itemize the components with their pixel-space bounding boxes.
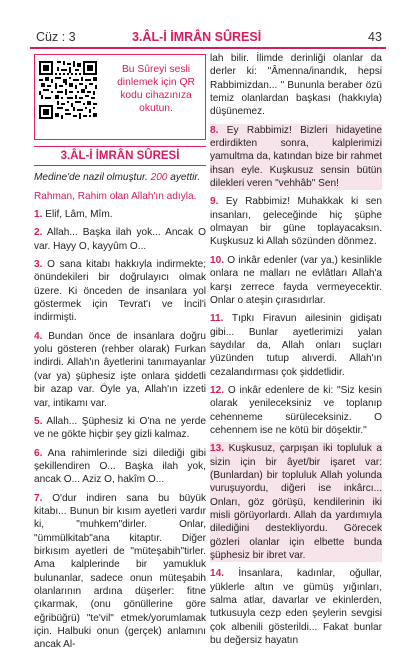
right-column	[210, 52, 382, 652]
verse-text: Allah... Başka ilah yok... Ancak O var. Hayy O, kayyûm O...	[34, 227, 206, 252]
left-column	[34, 52, 206, 657]
verse	[210, 195, 382, 248]
verse-number: 9.	[210, 196, 219, 208]
verse	[34, 258, 206, 325]
verse-number: 2.	[34, 227, 43, 239]
verse	[34, 447, 206, 487]
verse	[210, 384, 382, 437]
header-divider	[30, 47, 386, 49]
surah-running-title: 3.ÂL-İ İMRÂN SÛRESİ	[132, 30, 262, 44]
verse	[210, 124, 382, 191]
verse-number: 7.	[34, 492, 43, 504]
verse-number: 13.	[210, 443, 225, 455]
verse-number: 10.	[210, 254, 225, 266]
verse-text: Allah... Şüphesiz ki O'na ne yerde ve ne gökte hiçbir şey gizli kalmaz.	[34, 415, 206, 441]
verse-text: O sana kitabı hakkıyla indirmekte; önündekileri bir doğrulayıcı olmak üzere. Ki önceden de insanlara yol göstermek için Tevrat'ı ve İncil'i indirmişti.	[34, 259, 206, 324]
verse-number: 6.	[34, 447, 43, 459]
qr-code-icon[interactable]	[39, 61, 97, 119]
qr-instruction: Bu Sûreyi sesli dinlemek için QR kodu cihazınıza okutun.	[117, 64, 195, 114]
verse-text: Ey Rabbimiz! Muhakkak ki sen insanları, geleceğinde hiç şüphe olmayan bir güne toplayacaksın. Kuşkusuz ki Allah sözünden dönmez.	[210, 196, 382, 248]
qr-box[interactable]	[34, 54, 206, 140]
verse	[210, 52, 382, 119]
surah-title: 3.ÂL-İ İMRÂN SÛRESİ	[34, 146, 206, 166]
verse-text: lah bilir. İlimde derinliği olanlar da derler ki: "Âmenna/inandık, hepsi Rabbimizdan... " Bununla beraber özü temiz olanlardan başkası (hakkıyla) düşünemez.	[210, 53, 382, 118]
verse	[34, 415, 206, 442]
verse-text: Kuşkusuz, çarpışan iki topluluk a sizin için bir âyet/bir işaret var: (Bunlardan) bir topluluk Allah yolunda vuruşuyordu, diğeri ise inkârcı... Onları, göz görüşü, kendilerinin iki misli görüyorlardı. Allah da yardımıyla dilediğini destekliyordu. Görecek gözleri olanlar için elbette bunda şüphesiz bir ibret var.	[210, 443, 382, 562]
verse-number: 14.	[210, 568, 225, 580]
surah-meta: Medine'de nazil olmuştur. 200 ayettir.	[34, 172, 201, 184]
verse-text: Ey Rabbimiz! Bizleri hidayetine erdirdikten sonra, kalplerimizi yamultma da, katından bize bir rahmet ihsan eyle. Kuşkusuz sensin bütün dilekleri veren "vehhâb" Sen!	[210, 124, 382, 190]
verse	[210, 442, 382, 562]
verse-number: 5.	[34, 415, 43, 427]
verse-text: O'dur indiren sana bu büyük kitabı... Bunun bir kısım ayetleri vardır ki, "muhkem"dirler. Onlar, "ümmülkitab"ana kitaptır. Diğer birkısım ayetleri de "müteşabih"tirler. Ama kalplerinde bir yamukluk bulunanlar, sadece onun müteşabih olanlarının ardına düşerler: fitne çıkarmak, (onu gönüllerine göre eğribüğrü) "te'vil" etmek/yorumlamak için. Halbuki onun (gerçek) anlamını ancak Al-	[34, 492, 207, 651]
verse	[210, 254, 382, 307]
verse	[34, 492, 206, 652]
verse-number: 4.	[34, 330, 43, 342]
verse-text: O inkâr edenler (var ya,) kesinlikle onlara ne malları ne evlâtları Allah'a karşı zerrece fayda vermeyecektir. Onlar o ateşin çırasıdırlar.	[210, 254, 382, 306]
verse	[210, 312, 382, 379]
verse-text: Elif, Lâm, Mîm.	[45, 209, 113, 221]
verse	[210, 567, 382, 647]
juz-label: Cüz : 3	[36, 30, 76, 44]
verse-number: 3.	[34, 259, 43, 271]
verse-number: 12.	[210, 384, 225, 396]
page-header	[0, 0, 416, 46]
ayah-count: 200	[150, 172, 168, 184]
verse-number: 8.	[210, 124, 219, 136]
verse	[34, 226, 206, 253]
verse-text: Bundan önce de insanlara doğru yolu gösteren (rehber olarak) Furkan indirdi. Allah'ın âyetlerini tanımayanlar (var ya) şüphesiz işte onlara şiddetli bir azap var. Öyle ya, Allah'ın izzeti var, intikamı var.	[34, 330, 206, 409]
verse	[34, 208, 206, 221]
verse-number: 1.	[34, 209, 43, 221]
verse	[34, 330, 206, 410]
verse-text: İnsanlara, kadınlar, oğullar, yüklerle altın ve gümüş yığınları, salma atlar, davarlar ve ekinlerden, tutkusuyla cezp eden şeylerin sevgisi çok albenili gösterildi... Fakat bunlar bu değersiz hayatın	[210, 568, 382, 647]
verse-text: O inkâr edenlere de ki: "Siz kesin olarak yenileceksiniz ve toplanıp cehenneme sürüleceksiniz. O cehennem ise ne kötü bir döşektir."	[210, 384, 382, 436]
verse-number: 11.	[210, 313, 224, 325]
basmala: Rahman, Rahim olan Allah'ın adıyla.	[34, 190, 197, 202]
verse-text: Tıpkı Firavun ailesinin gidişatı gibi... Bunlar ayetlerimizi yalan saydılar da, Allah onları suçları yüzünden tutup alıverdi. Allah'ın cezalandırması çok şiddetlidir.	[210, 313, 382, 378]
page-number: 43	[368, 30, 382, 44]
verse-text: Ana rahimlerinde sizi dilediği gibi şekillendiren O... Başka ilah yok, ancak O... Aziz O, hakîm O...	[34, 447, 207, 486]
